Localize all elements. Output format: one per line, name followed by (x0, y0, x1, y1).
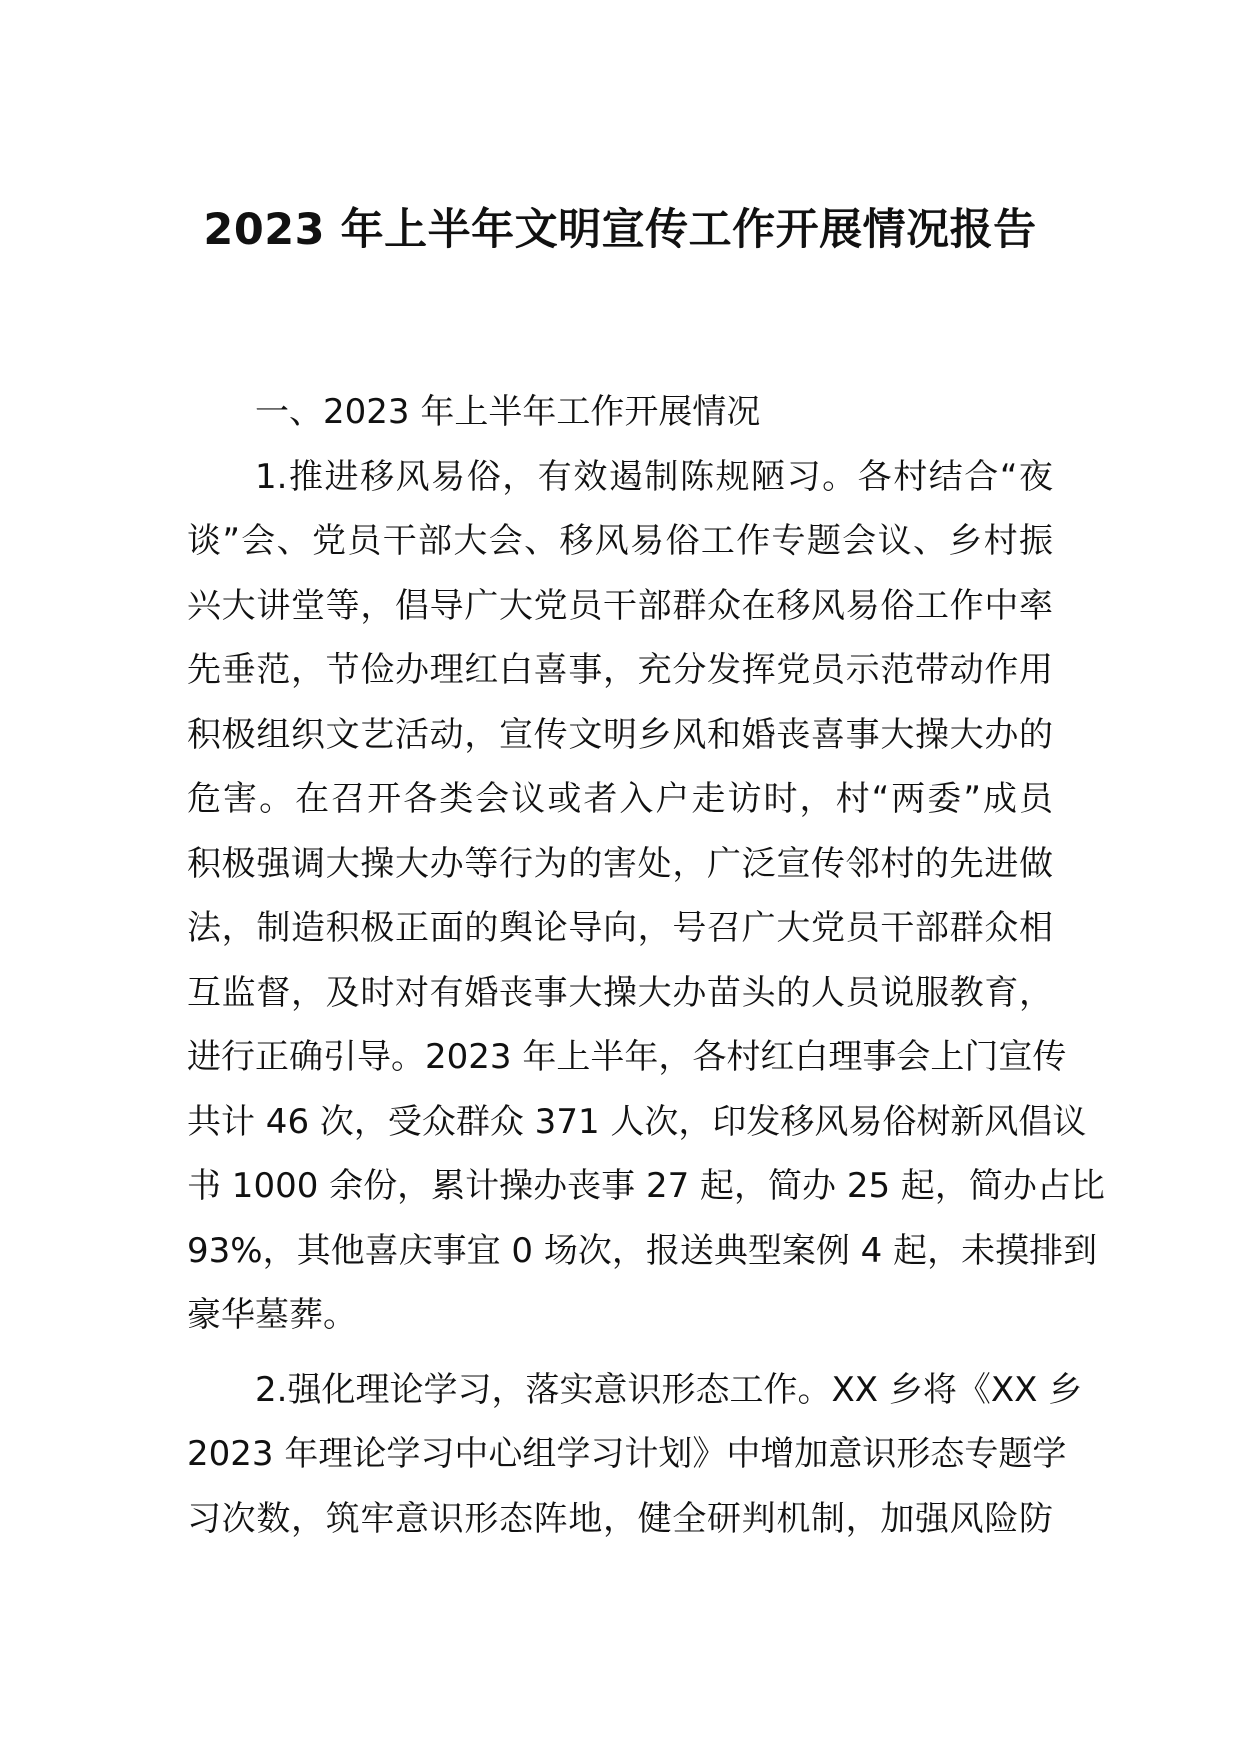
paragraph-2 (187, 1358, 1083, 1552)
paragraph-line: 谈”会、党员干部大会、移风易俗工作专题会议、乡村振 (187, 521, 1053, 561)
paragraph-line: 2.强化理论学习，落实意识形态工作。XX 乡将《XX 乡 (255, 1369, 1083, 1410)
paragraph-spacer (187, 1348, 1053, 1358)
section-heading: 一、2023 年上半年工作开展情况 (255, 392, 761, 432)
paragraph-line: 习次数，筑牢意识形态阵地，健全研判机制，加强风险防 (187, 1498, 1053, 1539)
paragraph-line: 书 1000 余份，累计操办丧事 27 起，简办 25 起，简办占比 (187, 1166, 1105, 1206)
paragraph-line: 积极强调大操大办等行为的害处，广泛宣传邻村的先进做 (187, 843, 1053, 884)
document-title: 2023 年上半年文明宣传工作开展情况报告 (203, 205, 1037, 255)
paragraph-line: 进行正确引导。2023 年上半年，各村红白理事会上门宣传 (187, 1037, 1067, 1077)
paragraph-1 (187, 445, 1105, 1348)
paragraph-line: 兴大讲堂等，倡导广大党员干部群众在移风易俗工作中率 (187, 585, 1053, 626)
paragraph-line: 互监督，及时对有婚丧事大操大办苗头的人员说服教育， (187, 972, 1053, 1013)
document-body (187, 380, 1105, 1551)
paragraph-line: 共计 46 次，受众群众 371 人次，印发移风易俗树新风倡议 (187, 1101, 1087, 1142)
paragraph-line: 1.推进移风易俗，有效遏制陈规陋习。各村结合“夜 (255, 456, 1053, 497)
paragraph-line: 积极组织文艺活动，宣传文明乡风和婚丧喜事大操大办的 (187, 714, 1053, 755)
paragraph-line: 先垂范，节俭办理红白喜事，充分发挥党员示范带动作用 (187, 650, 1053, 690)
paragraph-line: 93%，其他喜庆事宜 0 场次，报送典型案例 4 起，未摸排到 (187, 1230, 1098, 1271)
paragraph-line: 法，制造积极正面的舆论导向，号召广大党员干部群众相 (187, 908, 1053, 948)
paragraph-line: 豪华墓葬。 (187, 1295, 357, 1335)
paragraph-line: 危害。在召开各类会议或者入户走访时，村“两委”成员 (187, 779, 1053, 819)
paragraph-line: 2023 年理论学习中心组学习计划》中增加意识形态专题学 (187, 1434, 1067, 1474)
